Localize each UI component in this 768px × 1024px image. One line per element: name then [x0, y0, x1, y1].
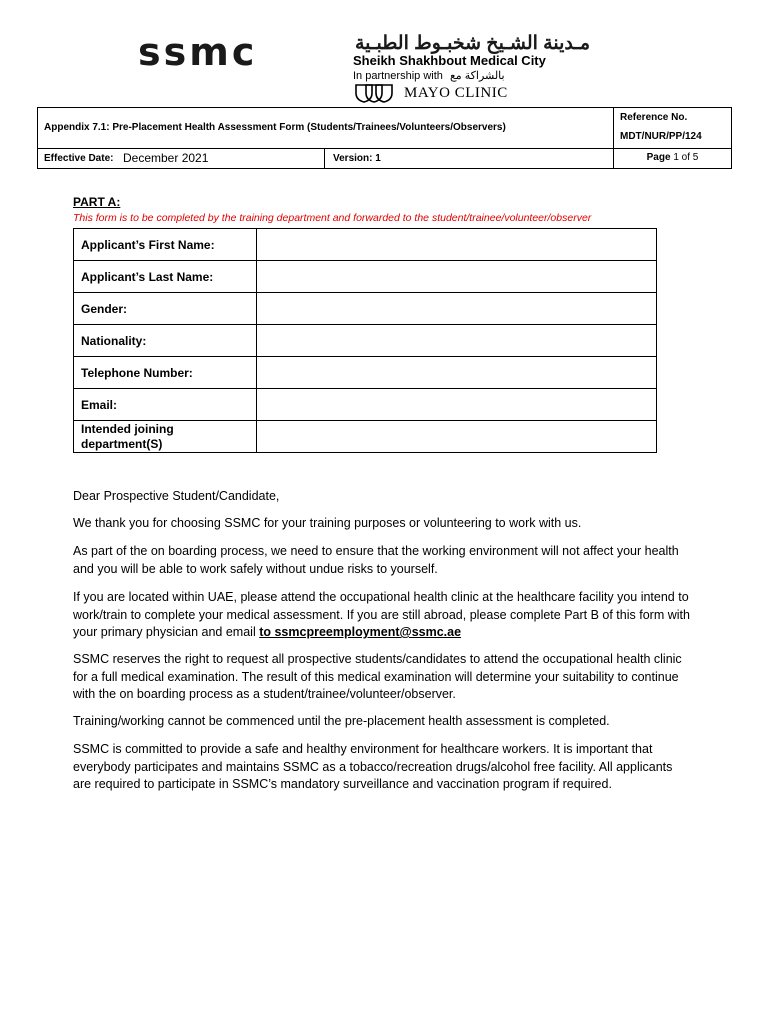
doc-title: Appendix 7.1: Pre-Placement Health Assessment Form (Students/Trainees/Volunteers/Observers)	[44, 122, 506, 133]
mayo-clinic-name: MAYO CLINIC	[404, 85, 508, 101]
department-label: Intended joining department(S)	[74, 421, 257, 453]
effective-date-cell	[37, 148, 325, 169]
table-row	[74, 261, 657, 293]
paragraph-2: As part of the on boarding process, we need to ensure that the working environment will not affect your health and you will be able to work safely without undue risks to yourself.	[73, 544, 679, 576]
last-name-label: Applicant’s Last Name:	[74, 261, 257, 293]
version-cell	[324, 148, 614, 169]
email-field[interactable]	[257, 389, 657, 421]
gender-field[interactable]	[257, 293, 657, 325]
effective-date-value: December 2021	[123, 151, 209, 165]
nationality-field[interactable]	[257, 325, 657, 357]
english-name: Sheikh Shakhbout Medical City	[353, 53, 546, 68]
table-row	[74, 389, 657, 421]
salutation: Dear Prospective Student/Candidate,	[73, 489, 280, 503]
table-row	[74, 293, 657, 325]
ssmc-logo-text: ssmc	[138, 30, 258, 74]
partnership-en: In partnership with	[353, 70, 443, 82]
mayo-shield-icon	[354, 83, 398, 103]
table-row	[74, 357, 657, 389]
ssmc-logo	[138, 32, 257, 72]
effective-date-label: Effective Date:	[44, 153, 114, 164]
paragraph-5: Training/working cannot be commenced until the pre-placement health assessment is completed.	[73, 714, 610, 728]
first-name-label: Applicant’s First Name:	[74, 229, 257, 261]
reference-cell	[613, 107, 732, 149]
telephone-field[interactable]	[257, 357, 657, 389]
last-name-field[interactable]	[257, 261, 657, 293]
part-a-heading: PART A:	[73, 195, 121, 209]
page-value: 1 of 5	[673, 152, 699, 163]
nationality-label: Nationality:	[74, 325, 257, 357]
email-label: Email:	[74, 389, 257, 421]
first-name-field[interactable]	[257, 229, 657, 261]
paragraph-6: SSMC is committed to provide a safe and healthy environment for healthcare workers. It is important that everybody participates and maintains SSMC as a tobacco/recreation drugs/alcohol free facility. All applicants are required to participate in SSMC’s mandatory surveillance and vaccination program if required.	[73, 742, 673, 791]
reference-label: Reference No.	[620, 112, 688, 123]
partnership-ar: بالشراكة مع	[449, 70, 505, 82]
department-field[interactable]	[257, 421, 657, 453]
arabic-name: مـدينة الشـيخ شخبـوط الطبـية	[355, 33, 591, 54]
version-label: Version: 1	[333, 153, 381, 164]
table-row	[74, 229, 657, 261]
paragraph-3	[73, 589, 693, 642]
part-a-note: This form is to be completed by the training department and forwarded to the student/trainee/volunteer/observer	[73, 212, 592, 224]
table-row	[74, 325, 657, 357]
telephone-label: Telephone Number:	[74, 357, 257, 389]
table-row	[74, 421, 657, 453]
paragraph-4: SSMC reserves the right to request all prospective students/candidates to attend the occupational health clinic for a full medical examination. The result of this medical examination will determine your suitability to continue with the on boarding process as a student/trainee/volunteer/observer.	[73, 652, 682, 701]
page-label: Page	[646, 152, 671, 163]
applicant-form-table	[73, 228, 657, 453]
gender-label: Gender:	[74, 293, 257, 325]
reference-value: MDT/NUR/PP/124	[620, 131, 702, 142]
email-link[interactable]: to ssmcpreemployment@ssmc.ae	[259, 625, 462, 639]
partnership-line	[353, 70, 505, 82]
paragraph-1: We thank you for choosing SSMC for your training purposes or volunteering to work with us.	[73, 516, 582, 530]
doc-title-cell	[37, 107, 614, 149]
paragraph-3-text: If you are located within UAE, please attend the occupational health clinic at the healthcare facility you intend to work/train to complete your medical assessment. If you are still abroad, please complete Part B of this form with your primary physician and email	[73, 590, 690, 639]
page-cell	[613, 148, 732, 169]
